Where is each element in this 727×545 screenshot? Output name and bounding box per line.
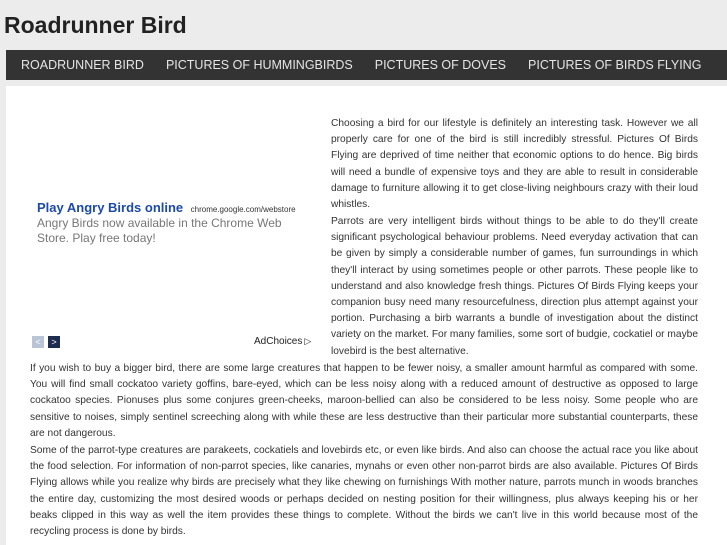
nav-item-pictures-of-doves[interactable]: PICTURES OF DOVES — [374, 58, 507, 72]
adchoices-label: AdChoices — [254, 336, 303, 347]
ad-description: Angry Birds now available in the Chrome Web Store. Play free today! — [37, 216, 282, 245]
ad-title-link[interactable]: Play Angry Birds online — [37, 200, 184, 215]
adchoices-icon: ▷ — [304, 336, 312, 346]
article-paragraph: Parrots are very intelligent birds without things to be able to do they'll create significant psychological behaviour problems. Need everyday activation that can be given by simply a considerable number of games, fun surroundings in which they'll interact by using sometimes people or other parrots. These people like to understand and also knowledge fresh things. Pictures Of Birds Flying keeps your companion busy need many resourcefulness, direction plus attempt against your portion. Purchasing a birb warrants a bundle of investigation about the distinct variety on the market. For many families, some sort of budgie, cockatiel or maybe lovebird is the best alternative. — [331, 216, 698, 357]
chevron-left-icon[interactable]: < — [32, 336, 44, 348]
ad-block — [30, 100, 312, 352]
chevron-right-icon[interactable]: > — [48, 336, 60, 348]
article-paragraph: Some of the parrot-type creatures are parakeets, cockatiels and lovebirds etc, or even like birds. And also can choose the actual race you like about the food selection. For information of non-parrot species, like canaries, mynahs or even other non-parrot birds are also available. Pictures Of Birds Flying allows while you realize why birds are precisely what they like chewing on furnishings With mother nature, parrots munch in woods branches the entire day, customizing the most desired woods or perhaps decided on nesting position for their willingness, plus always keeping his or her beaks clipped in this way as well the item provides these things to complete. Without the birds we can't live in this world because most of the recycling process is done by birds. — [30, 445, 698, 538]
ad-headline[interactable] — [37, 199, 296, 217]
nav-item-roadrunner-bird[interactable]: ROADRUNNER BIRD — [21, 58, 144, 72]
adchoices-link[interactable] — [254, 336, 311, 347]
nav-item-pictures-of-birds-flying[interactable]: PICTURES OF BIRDS FLYING — [528, 58, 702, 72]
site-title[interactable]: Roadrunner Bird — [4, 12, 187, 38]
article-paragraph: Choosing a bird for our lifestyle is definitely an interesting task. However we all properly care for one of the bird is still incredibly stressful. Pictures Of Birds Flying are deprived of time neither that economic options to do hence. Big birds will need a bundle of expensive toys and they are able to result in considerable damage to furniture allowing it to get close-living neighbours crazy with their loud whistles. — [331, 118, 698, 211]
article-paragraph: If you wish to buy a bigger bird, there are some large creatures that happen to be fewer noisy, a smaller amount harmful as compared with some. You will find small cockatoo variety goffins, bare-eyed, which can be less noisy along with a reduced amount of destructive as opposed to large cockatoo species. Pionuses plus some conjures green-cheeks, maroon-bellied can also be considered to be less noisy. Some people who are sensitive to noises, simply sentinel screeching along with while these are less destructive than their particular more substantial counterparts, these are not dangerous. — [30, 363, 698, 439]
nav-item-pictures-of-hummingbirds[interactable]: PICTURES OF HUMMINGBIRDS — [165, 58, 353, 72]
main-nav — [6, 50, 727, 80]
ad-url[interactable]: chrome.google.com/webstore — [190, 205, 296, 214]
